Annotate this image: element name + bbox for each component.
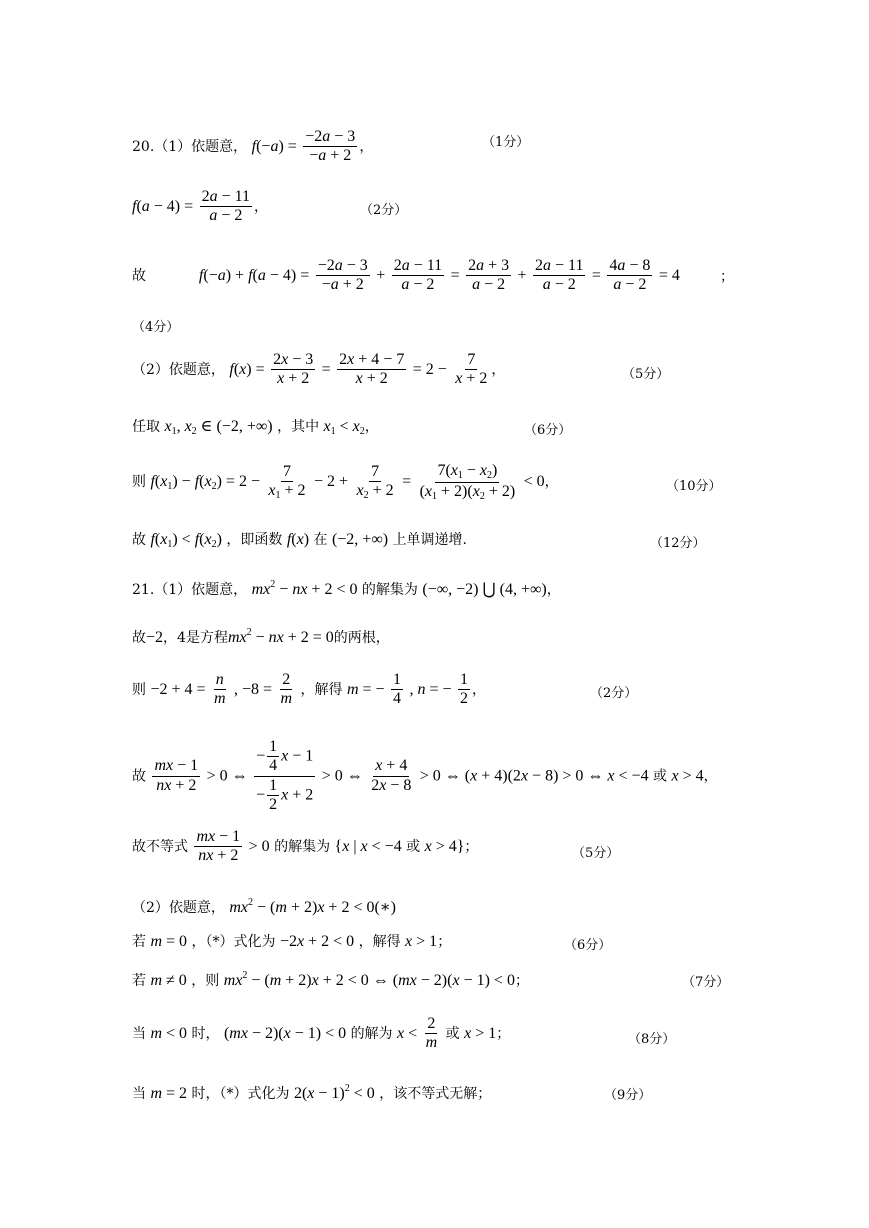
text: （2）依题意，: [132, 361, 225, 378]
text: ，该不等式无解；: [379, 1086, 492, 1102]
score: （4分）: [132, 320, 180, 335]
line-20-2: f(a − 4) = $\frac{2a - 11}{a - 2}$ ，: [132, 188, 269, 225]
text: 时，: [191, 1025, 220, 1042]
text: 在: [313, 532, 328, 548]
score: （7分）: [682, 975, 730, 990]
score: （6分）: [564, 938, 612, 953]
score: （2分）: [590, 686, 638, 701]
text: 故: [132, 532, 146, 548]
line-21-8: 若 m ≠ 0 ，则 $mx^2 - (m + 2)x + 2 < 0$ ⇔ (mx − 2)(x − 1) < 0；: [132, 970, 529, 989]
text: 故: [132, 267, 146, 284]
line-20-3: 故 f(−a) + f(a − 4) = $\frac{-2a - 3}{-a + 2}$ + $\frac{2a - 11}{a - 2}$ = $\frac{2a + 3}{a - 2}$ + $\frac{2a - 11}{a - 2}$ = $\frac{4a - 8}{a - 2}$ = 4: [132, 257, 680, 294]
text: 当: [132, 1086, 146, 1102]
text: 的解为: [350, 1025, 393, 1042]
line-20-7: 则 $f(x_1) - f(x_2) = 2$ − $\frac{7}{x_1 + 2}$ − 2 + $\frac{7}{x_2 + 2}$ = $\frac{7(x_1 - x_2)}{(x_1 + 2)(x_2 + 2)}$ < 0，: [132, 462, 559, 502]
score: （9分）: [604, 1088, 652, 1103]
line-20-5: （2）依题意， f(x) = $\frac{2x - 3}{x + 2}$ = $\frac{2x + 4 - 7}{x + 2}$ = 2 − $\frac{7}{x + 2}$ ，: [132, 351, 506, 388]
text: 当: [132, 1025, 146, 1042]
text: 的两根，: [333, 630, 390, 646]
text: ，解得: [300, 681, 343, 698]
text: 或: [653, 768, 668, 785]
line-20-8: 故 $f(x_1) < f(x_2)$ ，即函数 f(x) 在 (−2, +∞) 上单调递增.: [132, 531, 467, 550]
text: 或: [445, 1025, 460, 1042]
text: 故不等式: [132, 838, 188, 855]
text: 若: [132, 934, 146, 950]
score: （12分）: [650, 536, 706, 551]
text: 则: [132, 681, 146, 698]
line-20-6: 任取 $x_1$, $x_2$ ∈ (−2, +∞) ，其中 $x_1 < x_2$，: [132, 418, 379, 437]
text: 或: [406, 838, 421, 855]
text: 任取: [132, 419, 160, 435]
line-21-4: 故 $\frac{mx - 1}{nx + 2}$ > 0 ⇔ − $\frac{1}{4}$ x − 1 − $\frac{1}{2}$ x + 2 > 0 ⇔ $\frac{x + 4}{2x - 8}$ > 0 ⇔ (x + 4)(2x − 8) > 0 ⇔ x < −4 或 x > 4，: [132, 738, 718, 814]
text: ，（*）式化为: [191, 934, 276, 950]
line-21-9: 当 m < 0 时， (mx − 2)(x − 1) < 0 的解为 x < $\frac{2}{m}$ 或 x > 1；: [132, 1015, 511, 1052]
score: （6分）: [524, 423, 572, 438]
score: （1分）: [482, 135, 530, 150]
line-21-7: 若 m = 0 ，（*）式化为 −2x + 2 < 0 ，解得 x > 1；: [132, 933, 452, 950]
line-21-10: 当 m = 2 时，（*）式化为 $2(x - 1)^2 < 0$ ，该不等式无解；: [132, 1083, 492, 1102]
text: ，即函数: [226, 532, 283, 548]
text: 时，（*）式化为: [191, 1086, 290, 1102]
line-21-2: 故−2，4是方程$mx^2$ − nx + 2 = 0的两根，: [132, 627, 390, 646]
text: ，解得: [358, 934, 401, 950]
line-21-3: 则 −2 + 4 = $\frac{n}{m}$ , −8 = $\frac{2}{m}$ ，解得 m = − $\frac{1}{4}$ , n = − $\frac{1}{2}$ ，: [132, 671, 486, 708]
score: （5分）: [572, 846, 620, 861]
score: （2分）: [360, 203, 408, 218]
score: （10分）: [666, 479, 722, 494]
text: 故: [132, 630, 146, 646]
line-21-5: 故不等式 $\frac{mx - 1}{nx + 2}$ > 0 的解集为 {x | x < −4 或 x > 4}；: [132, 828, 479, 865]
text: 则: [132, 474, 146, 490]
text: 21.（1）依题意，: [132, 582, 248, 598]
score: （5分）: [622, 367, 670, 382]
text: 故: [132, 768, 146, 785]
text: ，4是方程: [163, 630, 228, 646]
text: 20.（1）依题意，: [132, 138, 248, 155]
line-20-1: 20.（1）依题意， f(−a) = $\frac{-2a - 3}{-a + 2}$ ，: [132, 128, 374, 165]
text: 的解集为: [361, 582, 418, 598]
text: ，则: [191, 973, 220, 989]
text: 若: [132, 973, 146, 989]
line-21-6: （2）依题意， $mx^2 - (m + 2)x + 2$ < 0(∗): [132, 897, 396, 916]
line-21-1: 21.（1）依题意， $mx^2$ − nx + 2 < 0 的解集为 (−∞, −2) ⋃ (4, +∞)，: [132, 579, 561, 598]
text: ，其中: [277, 419, 320, 435]
text: 上单调递增.: [392, 532, 467, 548]
score: （8分）: [628, 1032, 676, 1047]
text: （2）依题意，: [132, 900, 225, 916]
text: 的解集为: [274, 838, 331, 855]
